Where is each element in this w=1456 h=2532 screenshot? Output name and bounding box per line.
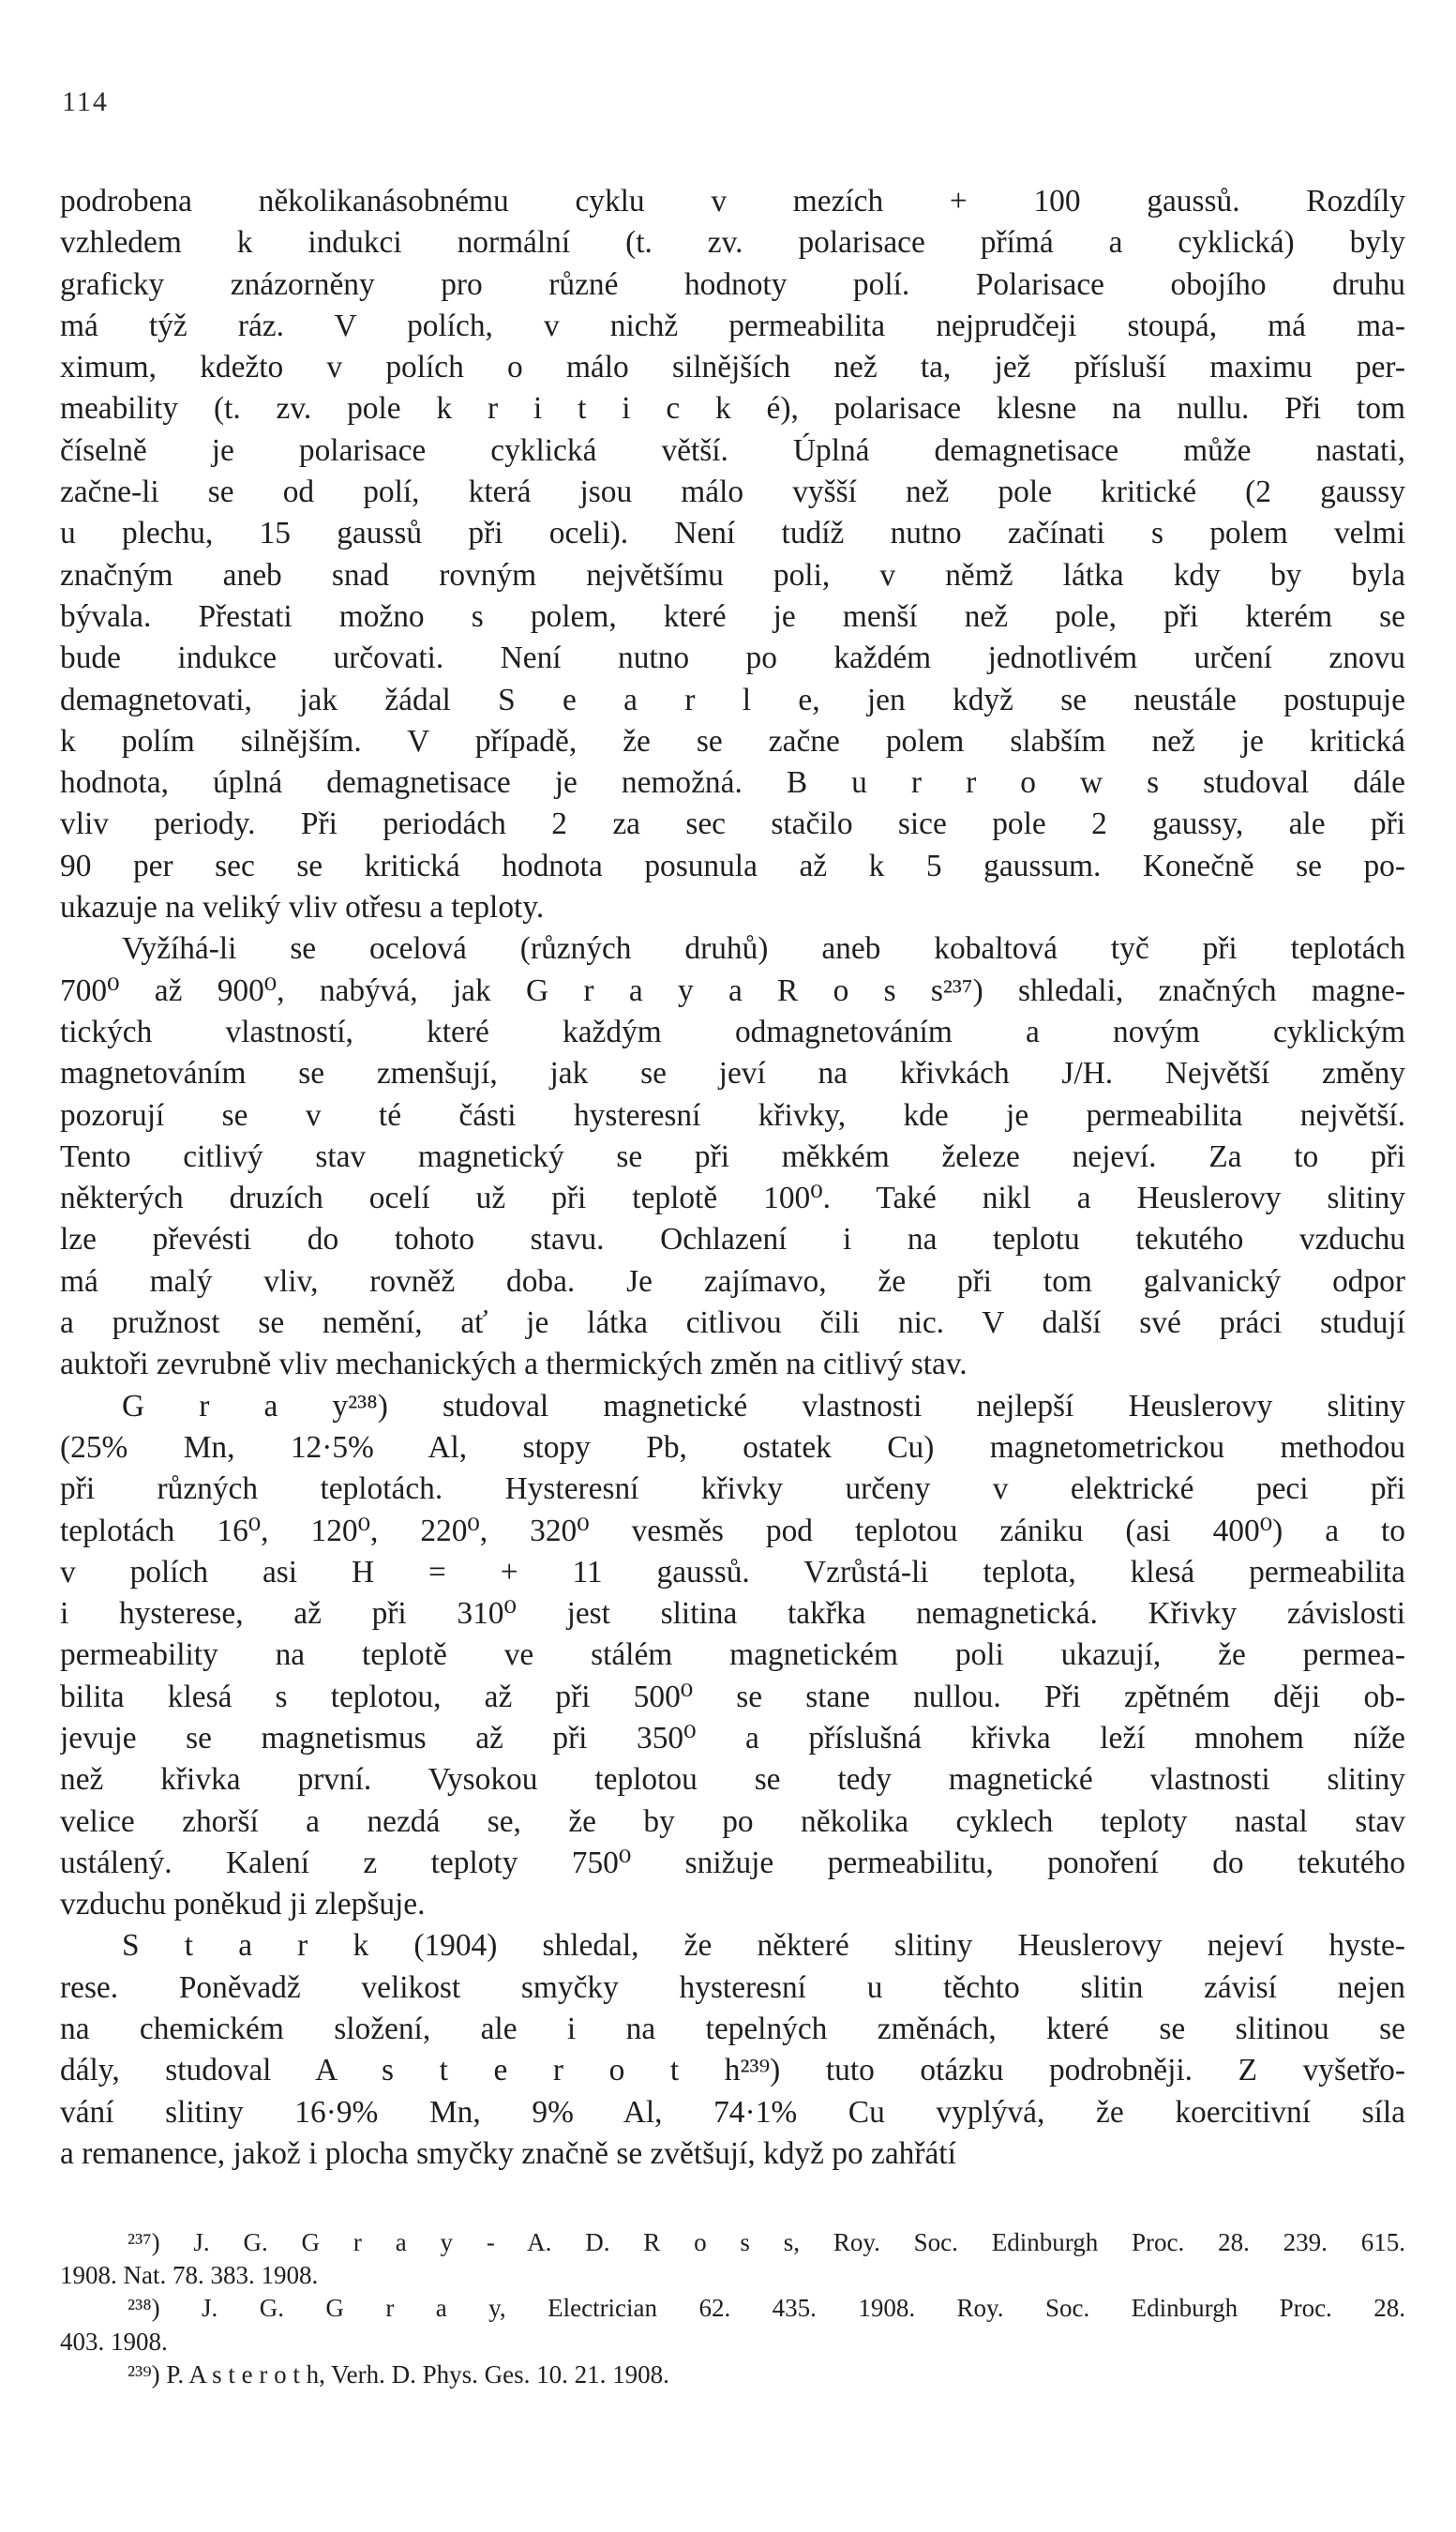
text-line: permeability na teplotě ve stálém magnetickém poli ukazují, že permea- — [60, 1637, 1405, 1673]
text-line: při různých teplotách. Hysteresní křivky určeny v elektrické peci při — [60, 1471, 1405, 1507]
page-number: 114 — [62, 86, 109, 117]
text-line: v polích asi H = + 11 gaussů. Vzrůstá-li teplota, klesá permeabilita — [60, 1554, 1405, 1590]
text-line: a remanence, jakož i plocha smyčky značně se zvětšují, když po zahřátí — [60, 2135, 956, 2171]
text-line: Vyžíhá-li se ocelová (různých druhů) aneb kobaltová tyč při teplotách — [122, 931, 1405, 967]
text-line: bilita klesá s teplotou, až při 500⁰ se stane nullou. Při zpětném ději ob- — [60, 1679, 1405, 1714]
text-line: graficky znázorněny pro různé hodnoty polí. Polarisace obojího druhu — [60, 266, 1405, 302]
text-line: rese. Poněvadž velikost smyčky hysteresní u těchto slitin závisí nejen — [60, 1969, 1405, 2005]
text-line: dály, studoval A s t e r o t h²³⁹) tuto otázku podrobněji. Z vyšetřo- — [60, 2053, 1405, 2088]
paragraph — [60, 181, 1405, 928]
text-line: některých druzích ocelí už při teplotě 100⁰. Také nikl a Heuslerovy slitiny — [60, 1181, 1405, 1216]
text-line: ustálený. Kalení z teploty 750⁰ snižuje permeabilitu, ponoření do tekutého — [60, 1845, 1405, 1880]
text-line: vliv periody. Při periodách 2 za sec stačilo sice pole 2 gaussy, ale při — [60, 806, 1405, 842]
text-line: než křivka první. Vysokou teplotou se tedy magnetické vlastnosti slitiny — [60, 1762, 1405, 1798]
text-line: Tento citlivý stav magnetický se při měkkém železe nejeví. Za to při — [60, 1138, 1405, 1174]
footnote — [60, 2359, 1405, 2391]
footnote-line: ²³⁹) P. A s t e r o t h, Verh. D. Phys. Ges. 10. 21. 1908. — [128, 2359, 669, 2389]
text-line: k polím silnějším. V případě, že se začne polem slabším než je kritická — [60, 723, 1405, 759]
text-line: a pružnost se nemění, ať je látka citlivou čili nic. V další své práci studují — [60, 1305, 1405, 1341]
text-line: (25% Mn, 12·5% Al, stopy Pb, ostatek Cu) magnetometrickou methodou — [60, 1429, 1405, 1465]
text-line: bude indukce určovati. Není nutno po každém jednotlivém určení znovu — [60, 641, 1405, 676]
text-line: tických vlastností, které každým odmagnetováním a novým cyklickým — [60, 1014, 1405, 1049]
text-line: teplotách 16⁰, 120⁰, 220⁰, 320⁰ vesměs pod teplotou zániku (asi 400⁰) a to — [60, 1513, 1405, 1548]
text-line: bývala. Přestati možno s polem, které je menší než pole, při kterém se — [60, 598, 1405, 634]
paragraph — [60, 928, 1405, 1385]
text-line: i hysterese, až při 310⁰ jest slitina takřka nemagnetická. Křivky závislosti — [60, 1596, 1405, 1632]
text-line: pozorují se v té části hysteresní křivky, kde je permeabilita největší. — [60, 1097, 1405, 1133]
text-line: vzduchu poněkud ji zlepšuje. — [60, 1887, 426, 1922]
body-text — [60, 181, 1405, 2175]
footnote-line: 1908. Nat. 78. 383. 1908. — [60, 2261, 319, 2290]
text-line: hodnota, úplná demagnetisace je nemožná. B u r r o w s studoval dále — [60, 765, 1405, 801]
text-line: ximum, kdežto v polích o málo silnějších než ta, jež přísluší maximu per- — [60, 350, 1405, 385]
text-line: má týž ráz. V polích, v nichž permeabilita nejprudčeji stoupá, má ma- — [60, 308, 1405, 343]
text-line: G r a y²³⁸) studoval magnetické vlastnosti nejlepší Heuslerovy slitiny — [122, 1388, 1405, 1424]
footnote-line: 403. 1908. — [60, 2327, 168, 2356]
text-line: magnetováním se zmenšují, jak se jeví na křivkách J/H. Největší změny — [60, 1056, 1405, 1092]
paragraph — [60, 1386, 1405, 1926]
text-line: na chemickém složení, ale i na tepelných změnách, které se slitinou se — [60, 2012, 1405, 2047]
text-line: podrobena několikanásobnému cyklu v mezích + 100 gaussů. Rozdíly — [60, 184, 1405, 219]
text-line: vzhledem k indukci normální (t. zv. polarisace přímá a cyklická) byly — [60, 225, 1405, 261]
text-line: demagnetovati, jak žádal S e a r l e, jen když se neustále postupuje — [60, 682, 1405, 717]
text-line: auktoři zevrubně vliv mechanických a thermických změn na citlivý stav. — [60, 1347, 968, 1382]
text-line: číselně je polarisace cyklická větší. Úplná demagnetisace může nastati, — [60, 432, 1405, 468]
text-line: značným aneb snad rovným největšímu poli, v němž látka kdy by byla — [60, 557, 1405, 593]
text-line: u plechu, 15 gaussů při oceli). Není tudíž nutno začínati s polem velmi — [60, 516, 1405, 551]
text-line: začne-li se od polí, která jsou málo vyšší než pole kritické (2 gaussy — [60, 475, 1405, 510]
text-line: ukazuje na veliký vliv otřesu a teploty. — [60, 890, 545, 926]
text-line: meability (t. zv. pole k r i t i c k é), polarisace klesne na nullu. Při tom — [60, 391, 1405, 427]
footnotes — [60, 2226, 1405, 2391]
footnote-line: ²³⁸) J. G. G r a y, Electrician 62. 435. 1908. Roy. Soc. Edinburgh Proc. 28. — [128, 2294, 1405, 2323]
footnote — [60, 2226, 1405, 2292]
footnote — [60, 2292, 1405, 2358]
text-line: má malý vliv, rovněž doba. Je zajímavo, že při tom galvanický odpor — [60, 1263, 1405, 1299]
text-line: lze převésti do tohoto stavu. Ochlazení i na teplotu tekutého vzduchu — [60, 1222, 1405, 1258]
text-line: velice zhorší a nezdá se, že by po několika cyklech teploty nastal stav — [60, 1803, 1405, 1839]
text-line: 90 per sec se kritická hodnota posunula až k 5 gaussum. Konečně se po- — [60, 848, 1405, 883]
text-line: 700⁰ až 900⁰, nabývá, jak G r a y a R o s s²³⁷) shledali, značných magne- — [60, 972, 1405, 1008]
text-line: jevuje se magnetismus až při 350⁰ a příslušná křivka leží mnohem níže — [60, 1720, 1405, 1756]
paragraph — [60, 1925, 1405, 2175]
footnote-line: ²³⁷) J. G. G r a y - A. D. R o s s, Roy. Soc. Edinburgh Proc. 28. 239. 615. — [128, 2228, 1405, 2256]
text-line: vání slitiny 16·9% Mn, 9% Al, 74·1% Cu vyplývá, že koercitivní síla — [60, 2094, 1405, 2130]
text-line: S t a r k (1904) shledal, že některé slitiny Heuslerovy nejeví hyste- — [122, 1928, 1405, 1964]
